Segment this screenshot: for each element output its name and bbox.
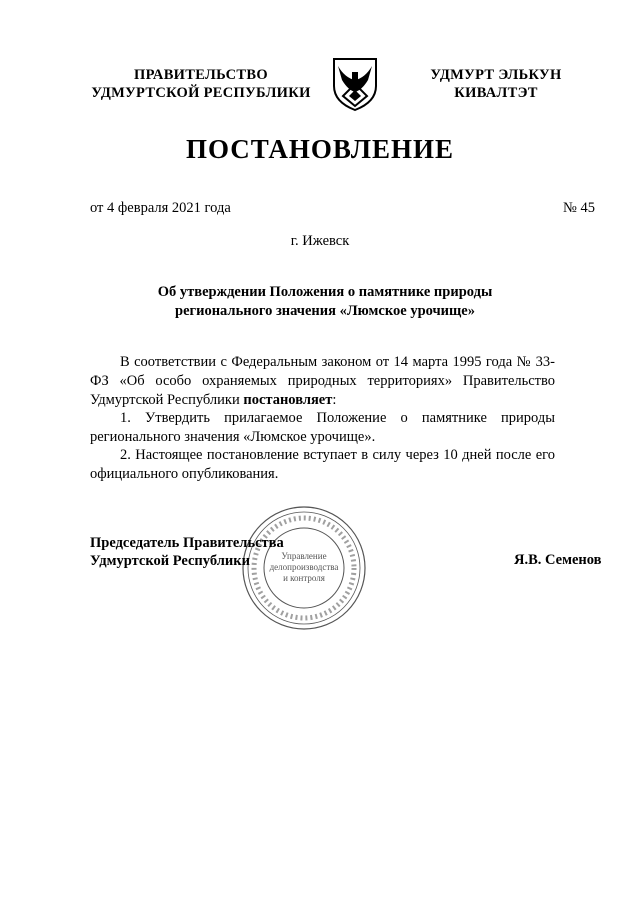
issuer-name-russian bbox=[70, 66, 332, 102]
stamp-text-2: делопроизводства bbox=[269, 562, 339, 572]
signatory-position-line-1: Председатель Правительства bbox=[90, 535, 284, 551]
issuer-line-1: ПРАВИТЕЛЬСТВО bbox=[134, 67, 268, 83]
issuer-udmurt-line-1: УДМУРТ ЭЛЬКУН bbox=[430, 67, 562, 83]
document-number: № 45 bbox=[563, 200, 595, 216]
stamp-text-3: и контроля bbox=[283, 573, 325, 583]
udmurtia-coat-of-arms-icon bbox=[330, 56, 380, 112]
issuer-udmurt-line-2: КИВАЛТЭТ bbox=[454, 85, 538, 101]
subject-line-1: Об утверждении Положения о памятнике природы bbox=[157, 284, 493, 300]
stamp-text-1: Управление bbox=[281, 551, 327, 561]
signatory-name: Я.В. Семенов bbox=[514, 552, 602, 568]
subject-line-2: регионального значения «Люмское урочище» bbox=[175, 303, 475, 319]
signatory-position bbox=[90, 534, 284, 570]
resolves-word: постановляет bbox=[243, 392, 333, 408]
document-city: г. Ижевск bbox=[290, 233, 350, 249]
item-2-paragraph: 2. Настоящее постановление вступает в силу через 10 дней после его официального опубликования. bbox=[90, 447, 555, 482]
preamble-paragraph bbox=[90, 353, 555, 410]
preamble-text: В соответствии с Федеральным законом от 14 марта 1995 года № 33-ФЗ «Об особо охраняемых природных территориях» Правительство Удмуртской Республики bbox=[90, 354, 555, 408]
issuer-line-2: УДМУРТСКОЙ РЕСПУБЛИКИ bbox=[91, 85, 311, 101]
document-date: от 4 февраля 2021 года bbox=[90, 200, 231, 216]
document-subject bbox=[90, 283, 560, 321]
item-1-paragraph: 1. Утвердить прилагаемое Положение о памятнике природы регионального значения «Люмское урочище». bbox=[90, 410, 555, 445]
preamble-colon: : bbox=[332, 392, 337, 408]
issuer-name-udmurt bbox=[408, 66, 584, 102]
document-title: ПОСТАНОВЛЕНИЕ bbox=[185, 134, 455, 164]
signatory-position-line-2: Удмуртской Республики bbox=[90, 553, 250, 569]
